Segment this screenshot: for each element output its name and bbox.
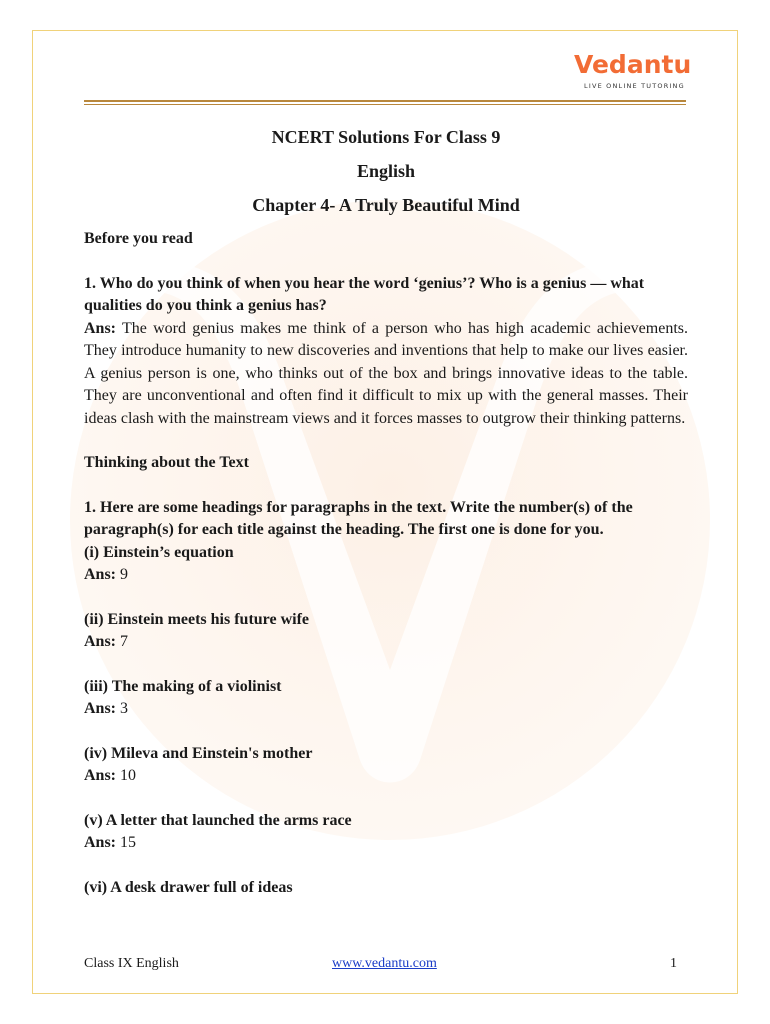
answer-value: 10 [120, 767, 137, 784]
item-heading: (iv) Mileva and Einstein's mother [84, 744, 313, 762]
item-heading: (i) Einstein’s equation [84, 543, 234, 561]
vedantu-logo [574, 50, 694, 92]
answer-value: 7 [120, 633, 129, 650]
item-heading: (v) A letter that launched the arms race [84, 811, 352, 829]
item-answer [84, 564, 688, 587]
before-read-question: 1. Who do you think of when you hear the word ‘genius’? Who is a genius — what qualities do you think a genius has? [84, 274, 645, 314]
item-answer [84, 631, 688, 654]
item-answer [84, 765, 688, 788]
logo-wordmark: Vedantu [574, 50, 692, 79]
title-line-3: Chapter 4- A Truly Beautiful Mind [252, 195, 520, 215]
answer-value: 15 [120, 834, 137, 851]
item-heading: (ii) Einstein meets his future wife [84, 610, 310, 628]
footer-subject: Class IX English [84, 956, 179, 971]
thinking-question: 1. Here are some headings for paragraphs in the text. Write the number(s) of the paragraph(s) for each title against the heading. The first one is done for you. [84, 498, 633, 538]
answer-label: Ans: [84, 834, 117, 851]
title-line-1: NCERT Solutions For Class 9 [271, 127, 501, 147]
answer-label: Ans: [84, 700, 117, 717]
item-answer [84, 698, 688, 721]
page-number: 1 [670, 956, 677, 971]
document-body [84, 120, 688, 899]
answer-text: The word genius makes me think of a person who has high academic achievements. They introduce humanity to new discoveries and inventions that help to make our lives easier. A genius person is one, who thinks out of the box and brings innovative ideas to the table. They are unconventional and often find it difficult to mix up with the general masses. Their ideas clash with the mainstream views and it forces masses to outgrow their thinking patterns. [84, 319, 688, 427]
item-heading: (vi) A desk drawer full of ideas [84, 878, 293, 896]
before-read-heading: Before you read [84, 230, 193, 247]
title-line-2: English [356, 161, 416, 181]
answer-label: Ans: [84, 319, 117, 337]
item-answer [84, 832, 688, 855]
footer-website-link[interactable]: www.vedantu.com [332, 956, 437, 971]
item-heading: (iii) The making of a violinist [84, 677, 282, 695]
logo-tagline: LIVE ONLINE TUTORING [584, 82, 685, 90]
before-read-answer [84, 318, 688, 431]
answer-value: 9 [120, 566, 129, 583]
thinking-heading: Thinking about the Text [84, 454, 249, 471]
answer-label: Ans: [84, 767, 117, 784]
header-rule-thin [84, 104, 686, 105]
header-rule [84, 100, 686, 102]
answer-label: Ans: [84, 566, 117, 583]
answer-value: 3 [120, 700, 129, 717]
answer-label: Ans: [84, 633, 117, 650]
